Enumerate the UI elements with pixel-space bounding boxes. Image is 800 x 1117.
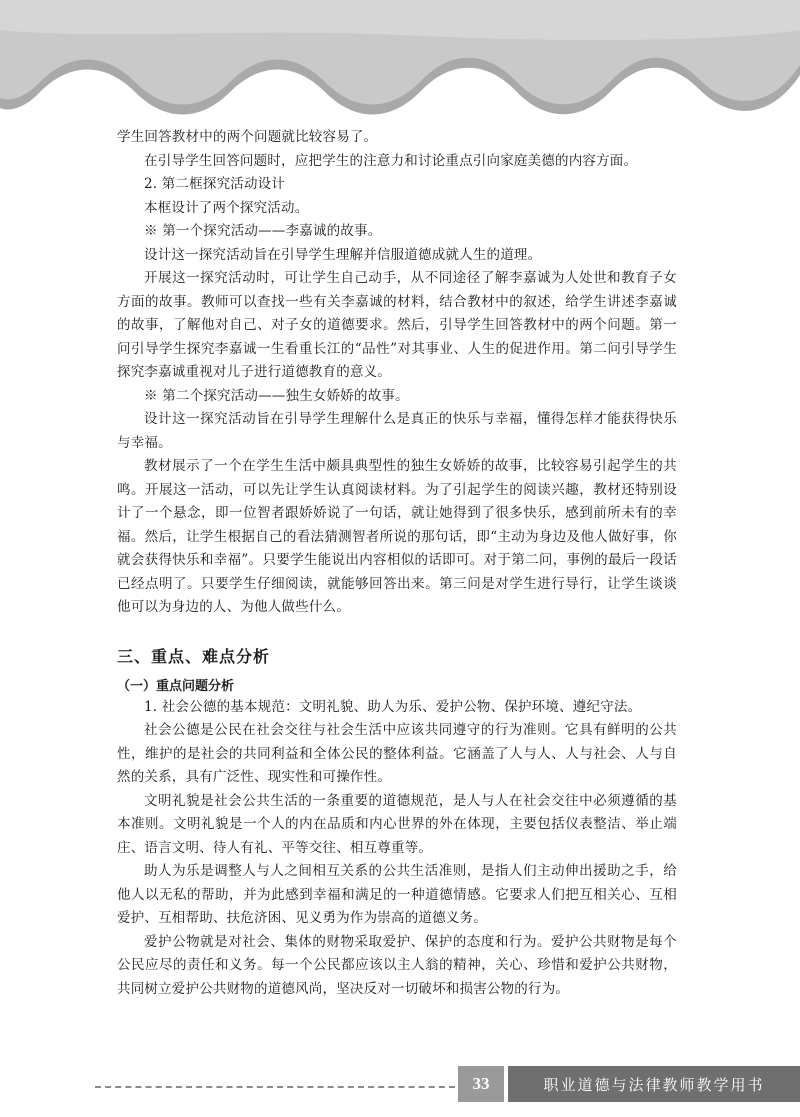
page-number: 33 [458,1066,504,1102]
paragraph: 设计这一探究活动旨在引导学生理解并信服道德成就人生的道理。 [144,246,542,263]
paragraph: 本框设计了两个探究活动。 [144,199,309,216]
paragraph: 社会公德是公民在社会交往与社会生活中应该共同遵守的行为准则。它具有鲜明的公共性，维护的是社会的共同利益和全体公民的整体利益。它涵盖了人与人、人与社会、人与自然的关系，具有广泛性、现实性和可操作性。 [117,722,677,785]
footer-dashed-line [95,1086,455,1088]
top-paragraphs [117,126,677,620]
paragraph: 教材展示了一个在学生生活中颇具典型性的独生女娇娇的故事，比较容易引起学生的共鸣。开展这一活动，可以先让学生认真阅读材料。为了引起学生的阅读兴趣，教材还特别设计了一个悬念，即一位智者跟娇娇说了一句话，就让她得到了很多快乐，感到前所未有的幸福。然后，让学生根据自己的看法猜测智者所说的那句话，即“主动为身边及他人做好事，你就会获得快乐和幸福”。只要学生能说出内容相似的话即可。对于第二问，事例的最后一段话已经点明了。只要学生仔细阅读，就能够回答出来。第三问是对学生进行导行，让学生谈谈他可以为身边的人、为他人做些什么。 [117,458,677,615]
paragraph: 助人为乐是调整人与人之间相互关系的公共生活准则，是指人们主动伸出援助之手，给他人以无私的帮助，并为此感到幸福和满足的一种道德情感。它要求人们把互相关心、互相爱护、互相帮助、扶危济困、见义勇为作为崇高的道德义务。 [117,863,677,926]
paragraph: 开展这一探究活动时，可让学生自己动手，从不同途径了解李嘉诚为人处世和教育子女方面的故事。教师可以查找一些有关李嘉诚的材料，结合教材中的叙述，给学生讲述李嘉诚的故事，了解他对自己、对子女的道德要求。然后，引导学生回答教材中的两个问题。第一问引导学生探究李嘉诚一生看重长江的“品性”对其事业、人生的促进作用。第二问引导学生探究李嘉诚重视对儿子进行道德教育的意义。 [117,270,677,380]
bottom-paragraphs [117,696,677,1002]
header-wave-banner [0,0,800,140]
paragraph: 设计这一探究活动旨在引导学生理解什么是真正的快乐与幸福，懂得怎样才能获得快乐与幸福。 [117,411,677,451]
page-footer [0,1040,800,1117]
paragraph: 1. 社会公德的基本规范：文明礼貌、助人为乐、爱护公物、保护环境、遵纪守法。 [144,698,642,715]
book-title: 职业道德与法律教师教学用书 [508,1066,800,1102]
paragraph: ※ 第二个探究活动——独生女娇娇的故事。 [144,387,409,404]
paragraph: 学生回答教材中的两个问题就比较容易了。 [117,129,378,145]
subsection-heading: （一）重点问题分析 [117,678,235,694]
paragraph: 在引导学生回答问题时，应把学生的注意力和讨论重点引向家庭美德的内容方面。 [144,152,638,169]
paragraph: 爱护公物就是对社会、集体的财物采取爱护、保护的态度和行为。爱护公共财物是每个公民应尽的责任和义务。每一个公民都应该以主人翁的精神，关心、珍惜和爱护公共财物，共同树立爱护公共财物的道德风尚，坚决反对一切破坏和损害公物的行为。 [117,933,677,997]
paragraph: ※ 第一个探究活动——李嘉诚的故事。 [144,223,382,239]
paragraph: 2. 第二框探究活动设计 [144,176,286,192]
paragraph: 文明礼貌是社会公共生活的一条重要的道德规范，是人与人在社会交往中必须遵循的基本准则。文明礼貌是一个人的内在品质和内心世界的外在体现，主要包括仪表整洁、举止端庄、语言文明、待人有礼、平等交往、相互尊重等。 [117,792,677,856]
section-heading: 三、重点、难点分析 [117,646,271,666]
page-content [117,126,677,1001]
